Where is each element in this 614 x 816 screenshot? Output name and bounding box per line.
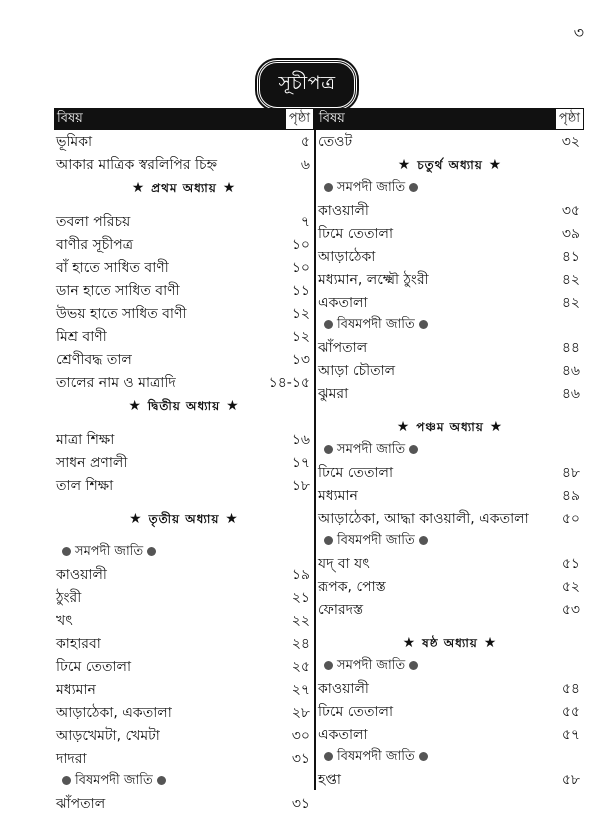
entry-title: উভয় হাতে সাধিত বাণী [56, 305, 187, 322]
entry-page: ৪২ [561, 271, 580, 288]
entry-page: ২৮ [291, 704, 310, 721]
bullet-dot-icon [324, 183, 333, 192]
entry-page: ১৭ [291, 454, 310, 471]
entry-title: ঝাঁপতাল [56, 795, 106, 812]
entry-page: ৫৪ [561, 680, 580, 697]
entry-title: ঠুংরী [56, 589, 82, 606]
entry-title: রূপক, পোস্ত [318, 578, 386, 595]
toc-entry [316, 677, 584, 700]
entry-title: সাধন প্রণালী [56, 454, 128, 471]
entry-page: ৩৯ [561, 225, 580, 242]
toc-entry [316, 507, 584, 530]
entry-page: ৩৫ [561, 202, 580, 219]
chapter-heading [54, 394, 314, 418]
toc-entry [316, 768, 584, 791]
star-icon: ★ [483, 419, 504, 435]
entry-page: ৪৬ [561, 385, 580, 402]
toc-entry [54, 563, 314, 586]
toc-entry [316, 199, 584, 222]
group-heading [316, 314, 584, 336]
entry-title: ঢিমে তেতালা [318, 225, 394, 242]
star-icon: ★ [397, 157, 418, 173]
entry-title: আড়াঠেকা [318, 248, 376, 265]
toc-entry [54, 451, 314, 474]
entry-title: একতালা [318, 726, 368, 743]
entry-title: কাহারবা [56, 635, 101, 652]
page-header: পৃষ্ঠা [555, 108, 584, 130]
star-icon: ★ [402, 635, 423, 651]
toc-entry [316, 382, 584, 405]
toc-entry [54, 701, 314, 724]
spacer [54, 418, 314, 428]
group-title: বিষমপদী জাতি [75, 773, 153, 788]
toc-entry [54, 632, 314, 655]
group-title: সমপদী জাতি [337, 442, 406, 457]
entry-title: মিশ্র বাণী [56, 328, 107, 345]
toc-entry [54, 130, 314, 153]
entry-title: ঝাঁপতাল [318, 339, 368, 356]
star-icon: ★ [482, 157, 503, 173]
toc-entry [54, 678, 314, 701]
entry-title: তবলা পরিচয় [56, 213, 131, 230]
entry-title: বাঁ হাতে সাধিত বাণী [56, 259, 169, 276]
entry-page: ২৫ [291, 658, 310, 675]
entry-page: ৪৬ [561, 362, 580, 379]
entry-title: মাত্রা শিক্ষা [56, 431, 115, 448]
bullet-dot-icon [324, 752, 333, 761]
entry-page: ৪৮ [561, 464, 580, 481]
entry-page: ৩১ [291, 750, 310, 767]
entry-title: কাওয়ালী [318, 680, 369, 697]
entry-page: ৫২ [561, 578, 580, 595]
toc-entry [316, 552, 584, 575]
entry-title: দাদরা [56, 750, 87, 767]
toc-entry [316, 245, 584, 268]
entry-page: ৫০ [561, 510, 580, 527]
entry-title: যদ্ বা যৎ [318, 555, 370, 572]
toc-entry [54, 348, 314, 371]
entry-page: ১০ [291, 236, 310, 253]
toc-entry [316, 723, 584, 746]
star-icon: ★ [396, 419, 417, 435]
spacer [54, 497, 314, 507]
toc-entry [316, 575, 584, 598]
star-icon: ★ [128, 398, 148, 414]
toc-entry [54, 302, 314, 325]
entry-title: ভূমিকা [56, 133, 93, 150]
entry-title: কাওয়ালী [318, 202, 369, 219]
bullet-dot-icon [324, 536, 333, 545]
toc-entry [316, 359, 584, 382]
entry-page: ১১ [291, 282, 310, 299]
entry-page: ৬ [300, 156, 310, 173]
entry-title: হপ্তা [318, 771, 341, 788]
toc-entry [316, 222, 584, 245]
entry-title: আকার মাত্রিক স্বরলিপির চিহ্ন [56, 156, 217, 173]
bullet-dot-icon [62, 776, 71, 785]
entry-title: শ্রেণীবদ্ধ তাল [56, 351, 132, 368]
toc-entry [54, 279, 314, 302]
toc-entry [316, 291, 584, 314]
toc-entry [54, 153, 314, 176]
toc-entry [54, 792, 314, 815]
toc-entry [54, 428, 314, 451]
toc-entry [54, 210, 314, 233]
group-heading [316, 746, 584, 768]
entry-page: ১২ [291, 305, 310, 322]
entry-title: খৎ [56, 612, 73, 629]
entry-title: আড়া চৌতাল [318, 362, 396, 379]
group-heading [54, 541, 314, 563]
entry-page: ৩০ [291, 727, 310, 744]
entry-page: ২২ [291, 612, 310, 629]
toc-entry [316, 598, 584, 621]
toc-entry [54, 256, 314, 279]
chapter-heading [54, 507, 314, 531]
chapter-heading [316, 153, 584, 177]
entry-page: ৪৪ [561, 339, 580, 356]
bullet-dot-icon [419, 320, 428, 329]
entry-page: ৫৫ [561, 703, 580, 720]
entry-title: আড়াঠেকা, একতালা [56, 704, 172, 721]
chapter-title: তৃতীয় অধ্যায় [148, 512, 220, 526]
toc-entry [316, 268, 584, 291]
page-header: পৃষ্ঠা [285, 108, 314, 130]
group-title: বিষমপদী জাতি [337, 533, 415, 548]
group-heading [316, 177, 584, 199]
toc-entry [54, 609, 314, 632]
entry-title: ঢিমে তেতালা [56, 658, 132, 675]
entry-title: আড়াঠেকা, আদ্ধা কাওয়ালী, একতালা [318, 510, 529, 527]
right-entry-list [316, 130, 584, 791]
right-column-header [316, 108, 584, 130]
toc-entry [316, 484, 584, 507]
group-heading [316, 439, 584, 461]
entry-page: ৫১ [561, 555, 580, 572]
spacer [316, 405, 584, 415]
group-title: সমপদী জাতি [337, 180, 406, 195]
chapter-heading [316, 415, 584, 439]
entry-page: ৪৯ [561, 487, 580, 504]
chapter-heading [54, 176, 314, 200]
entry-title: বাণীর সূচীপত্র [56, 236, 134, 253]
entry-page: ১৩ [291, 351, 310, 368]
bullet-dot-icon [324, 320, 333, 329]
entry-title: কাওয়ালী [56, 566, 107, 583]
toc-entry [316, 461, 584, 484]
entry-title: ফোরদস্ত [318, 601, 364, 618]
entry-title: ঢিমে তেতালা [318, 464, 394, 481]
bullet-dot-icon [157, 776, 166, 785]
group-heading [54, 770, 314, 792]
chapter-title: পঞ্চম অধ্যায় [416, 420, 484, 434]
toc-entry [316, 700, 584, 723]
entry-title: তালের নাম ও মাত্রাদি [56, 374, 176, 391]
entry-title: ঢিমে তেতালা [318, 703, 394, 720]
chapter-title: প্রথম অধ্যায় [151, 181, 217, 195]
bullet-dot-icon [147, 547, 156, 556]
page-number: ৩ [573, 23, 584, 42]
toc-entry [54, 724, 314, 747]
star-icon: ★ [216, 180, 237, 196]
entry-page: ২৪ [291, 635, 310, 652]
entry-page: ৪১ [561, 248, 580, 265]
table-of-contents [54, 108, 584, 812]
toc-entry [316, 336, 584, 359]
entry-title: একতালা [318, 294, 368, 311]
toc-entry [54, 474, 314, 497]
bullet-dot-icon [409, 183, 418, 192]
toc-entry [54, 371, 314, 394]
toc-entry [54, 586, 314, 609]
toc-entry [316, 130, 584, 153]
bullet-dot-icon [409, 445, 418, 454]
group-title: বিষমপদী জাতি [337, 749, 415, 764]
bullet-dot-icon [419, 752, 428, 761]
entry-title: মধ্যমান [56, 681, 96, 698]
entry-title: মধ্যমান, লক্ষ্মৌ ঠুংরী [318, 271, 429, 288]
toc-entry [54, 655, 314, 678]
bullet-dot-icon [324, 661, 333, 670]
bullet-dot-icon [419, 536, 428, 545]
entry-page: ৪২ [561, 294, 580, 311]
chapter-title: দ্বিতীয় অধ্যায় [147, 399, 221, 413]
spacer [54, 200, 314, 210]
entry-title: মধ্যমান [318, 487, 358, 504]
bullet-dot-icon [324, 445, 333, 454]
star-icon: ★ [131, 180, 152, 196]
left-entry-list [54, 130, 314, 815]
entry-page: ৩১ [291, 795, 310, 812]
entry-page: ২৭ [291, 681, 310, 698]
group-title: সমপদী জাতি [75, 544, 144, 559]
chapter-title: ষষ্ঠ অধ্যায় [422, 636, 478, 650]
entry-page: ৭ [300, 213, 310, 230]
group-title: বিষমপদী জাতি [337, 317, 415, 332]
entry-page: ১৮ [291, 477, 310, 494]
left-column [54, 108, 316, 812]
entry-page: ১৯ [291, 566, 310, 583]
group-heading [316, 530, 584, 552]
entry-page: ৫ [300, 133, 310, 150]
entry-title: আড়খেমটা, খেমটা [56, 727, 160, 744]
subject-header: বিষয় [319, 110, 345, 126]
entry-page: ৫৮ [561, 771, 580, 788]
toc-entry [54, 747, 314, 770]
entry-page: ১৬ [291, 431, 310, 448]
spacer [54, 531, 314, 541]
star-icon: ★ [220, 398, 240, 414]
bullet-dot-icon [409, 661, 418, 670]
right-column [316, 108, 584, 790]
group-title: সমপদী জাতি [337, 658, 406, 673]
star-icon: ★ [219, 511, 239, 527]
left-column-header [54, 108, 314, 130]
subject-header: বিষয় [54, 109, 83, 130]
star-icon: ★ [129, 511, 149, 527]
entry-title: ডান হাতে সাধিত বাণী [56, 282, 180, 299]
chapter-title: চতুর্থ অধ্যায় [417, 158, 483, 172]
entry-title: তেওট [318, 133, 353, 150]
entry-page: ৫৩ [561, 601, 580, 618]
entry-page: ৩২ [561, 133, 580, 150]
star-icon: ★ [477, 635, 498, 651]
toc-entry [54, 233, 314, 256]
chapter-heading [316, 631, 584, 655]
entry-title: ঝুমরা [318, 385, 349, 402]
title-area [0, 60, 614, 110]
page-title: সূচীপত্র [257, 60, 356, 110]
entry-page: ১৪-১৫ [268, 374, 310, 391]
group-heading [316, 655, 584, 677]
entry-page: ১২ [291, 328, 310, 345]
entry-page: ১০ [291, 259, 310, 276]
entry-page: ২১ [291, 589, 310, 606]
spacer [316, 621, 584, 631]
entry-title: তাল শিক্ষা [56, 477, 114, 494]
bullet-dot-icon [62, 547, 71, 556]
entry-page: ৫৭ [561, 726, 580, 743]
toc-entry [54, 325, 314, 348]
